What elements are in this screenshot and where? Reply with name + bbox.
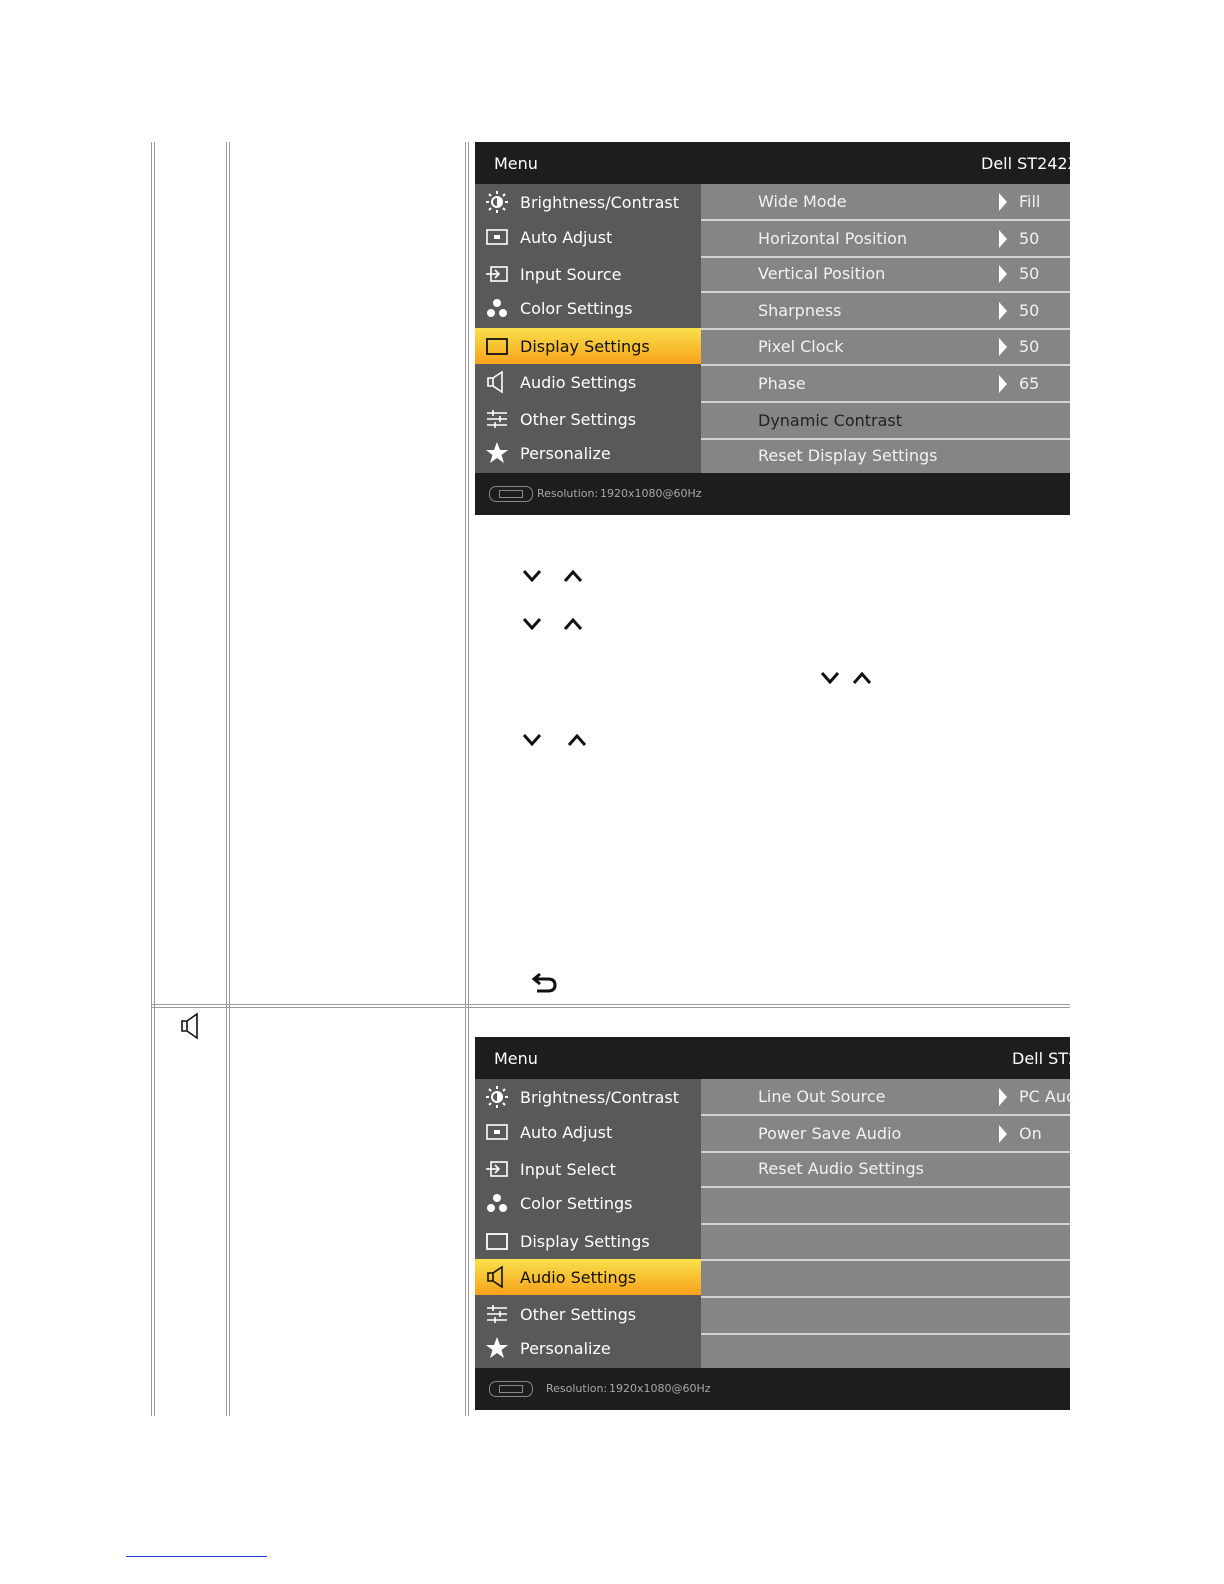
vga-connector-icon [489, 486, 533, 502]
osd-submenu-value: On [1019, 1124, 1042, 1143]
auto-adjust-icon [485, 1121, 509, 1143]
osd-main-menu [475, 184, 701, 473]
footer-link-underline[interactable] [126, 1556, 267, 1557]
star-icon [485, 1337, 509, 1359]
osd-menu-item [475, 256, 701, 292]
osd-menu-title: Menu [494, 1049, 538, 1068]
osd-menu-item [475, 1079, 701, 1115]
column-divider-2 [465, 142, 466, 1416]
input-source-icon [485, 1158, 509, 1180]
osd-submenu-row [701, 403, 1070, 440]
osd-menu-item [475, 1151, 701, 1187]
input-source-icon [485, 263, 509, 285]
right-arrow-icon [999, 230, 1007, 248]
osd-menu-item-label: Other Settings [520, 1305, 637, 1324]
osd-submenu-value: 65 [1019, 374, 1040, 393]
down-arrow-icon [521, 616, 543, 632]
auto-adjust-icon [485, 226, 509, 248]
osd-submenu-value: 50 [1019, 264, 1040, 283]
resolution-value: 1920x1080@60Hz [600, 487, 702, 500]
osd-audio-settings-screenshot [475, 1037, 1079, 1410]
osd-submenu-label: Sharpness [758, 301, 842, 320]
osd-submenu-row [701, 329, 1070, 366]
osd-menu-item-label: Personalize [520, 444, 611, 463]
osd-submenu-value: 50 [1019, 301, 1040, 320]
osd-submenu-value: PC Auc [1019, 1087, 1075, 1106]
star-icon [485, 442, 509, 464]
osd-submenu-label: Pixel Clock [758, 337, 844, 356]
osd-submenu-label: Wide Mode [758, 192, 847, 211]
osd-footer [475, 1368, 1070, 1410]
sliders-icon [485, 408, 509, 430]
osd-menu-item-label: Auto Adjust [520, 228, 613, 247]
osd-menu-item [475, 1330, 701, 1366]
osd-menu-item-label: Other Settings [520, 410, 637, 429]
right-arrow-icon [999, 1088, 1007, 1106]
osd-menu-item-label: Input Select [520, 1160, 616, 1179]
color-settings-icon [485, 297, 509, 319]
osd-submenu [701, 184, 1070, 473]
osd-submenu-row [701, 1188, 1070, 1225]
osd-menu-title: Menu [494, 154, 538, 173]
osd-menu-item-label: Audio Settings [520, 373, 637, 392]
osd-submenu-label: Reset Audio Settings [758, 1159, 924, 1178]
down-arrow-icon [819, 670, 841, 686]
osd-submenu-row [701, 293, 1070, 330]
osd-menu-item-label: Brightness/Contrast [520, 1088, 679, 1107]
osd-header [475, 1037, 1079, 1079]
osd-menu-item-label: Display Settings [520, 1232, 650, 1251]
brightness-icon [485, 191, 509, 213]
osd-menu-item [475, 364, 701, 400]
right-arrow-icon [999, 265, 1007, 283]
right-arrow-icon [999, 375, 1007, 393]
row-divider-b [151, 1007, 1070, 1008]
speaker-icon [179, 1012, 203, 1040]
osd-submenu-label: Power Save Audio [758, 1124, 902, 1143]
up-arrow-icon [562, 568, 584, 584]
osd-menu-item [475, 435, 701, 471]
column-divider-1 [226, 142, 227, 1416]
speaker-icon [485, 371, 509, 393]
osd-submenu-row [701, 438, 1070, 475]
osd-submenu-label: Dynamic Contrast [758, 411, 903, 430]
osd-submenu [701, 1079, 1075, 1368]
right-arrow-icon [999, 1125, 1007, 1143]
down-arrow-icon [521, 732, 543, 748]
osd-menu-item-label: Audio Settings [520, 1268, 637, 1287]
osd-menu-item [475, 1114, 701, 1150]
column-divider-1b [229, 142, 230, 1416]
osd-menu-item-label: Color Settings [520, 299, 633, 318]
osd-submenu-value: 50 [1019, 337, 1040, 356]
osd-menu-item-label: Input Source [520, 265, 622, 284]
osd-menu-item [475, 184, 701, 220]
osd-submenu-row [701, 1333, 1070, 1370]
resolution-value: 1920x1080@60Hz [609, 1382, 711, 1395]
osd-submenu-row [701, 1116, 1070, 1153]
table-border-left [151, 142, 152, 1416]
vga-connector-icon [489, 1381, 533, 1397]
row-divider [151, 1004, 1070, 1005]
osd-submenu-label: Horizontal Position [758, 229, 908, 248]
osd-footer [475, 473, 1070, 515]
osd-menu-item [475, 1296, 701, 1332]
osd-submenu-row [701, 256, 1070, 293]
osd-submenu-row [701, 221, 1070, 258]
display-icon [485, 1230, 509, 1252]
osd-model-name: Dell ST242X [981, 154, 1079, 173]
osd-header [475, 142, 1079, 184]
osd-submenu-row [701, 184, 1070, 221]
osd-submenu-label: Line Out Source [758, 1087, 886, 1106]
resolution-label: Resolution: [546, 1382, 608, 1395]
osd-menu-item [475, 219, 701, 255]
osd-submenu-row [701, 366, 1070, 403]
right-arrow-icon [999, 302, 1007, 320]
up-arrow-icon [851, 670, 873, 686]
osd-submenu-label: Vertical Position [758, 264, 886, 283]
osd-menu-item [475, 1223, 701, 1259]
osd-main-menu [475, 1079, 701, 1368]
osd-menu-item-label: Personalize [520, 1339, 611, 1358]
osd-model-name: Dell ST2 [1012, 1049, 1079, 1068]
osd-menu-item [475, 401, 701, 437]
up-arrow-icon [566, 732, 588, 748]
osd-menu-item-label: Brightness/Contrast [520, 193, 679, 212]
table-border-left-inner [154, 142, 155, 1416]
display-icon [485, 335, 509, 357]
osd-menu-item [475, 328, 701, 364]
osd-display-settings-screenshot [475, 142, 1079, 515]
column-divider-2b [468, 142, 469, 1416]
color-settings-icon [485, 1192, 509, 1214]
sliders-icon [485, 1303, 509, 1325]
brightness-icon [485, 1086, 509, 1108]
right-arrow-icon [999, 193, 1007, 211]
osd-submenu-label: Phase [758, 374, 806, 393]
osd-submenu-row [701, 1298, 1070, 1335]
osd-submenu-row [701, 1079, 1075, 1116]
up-arrow-icon [562, 616, 584, 632]
osd-submenu-row [701, 1261, 1070, 1298]
down-arrow-icon [521, 568, 543, 584]
osd-submenu-row [701, 1224, 1070, 1261]
osd-submenu-label: Reset Display Settings [758, 446, 938, 465]
osd-menu-item-label: Auto Adjust [520, 1123, 613, 1142]
right-arrow-icon [999, 338, 1007, 356]
resolution-label: Resolution: [537, 487, 599, 500]
osd-menu-item-label: Color Settings [520, 1194, 633, 1213]
osd-submenu-value: Fill [1019, 192, 1041, 211]
osd-menu-item [475, 1185, 701, 1221]
osd-menu-item [475, 290, 701, 326]
osd-menu-item [475, 1259, 701, 1295]
osd-submenu-row [701, 1151, 1070, 1188]
speaker-icon [485, 1266, 509, 1288]
osd-menu-item-label: Display Settings [520, 337, 650, 356]
osd-submenu-value: 50 [1019, 229, 1040, 248]
back-arrow-icon [531, 971, 559, 995]
